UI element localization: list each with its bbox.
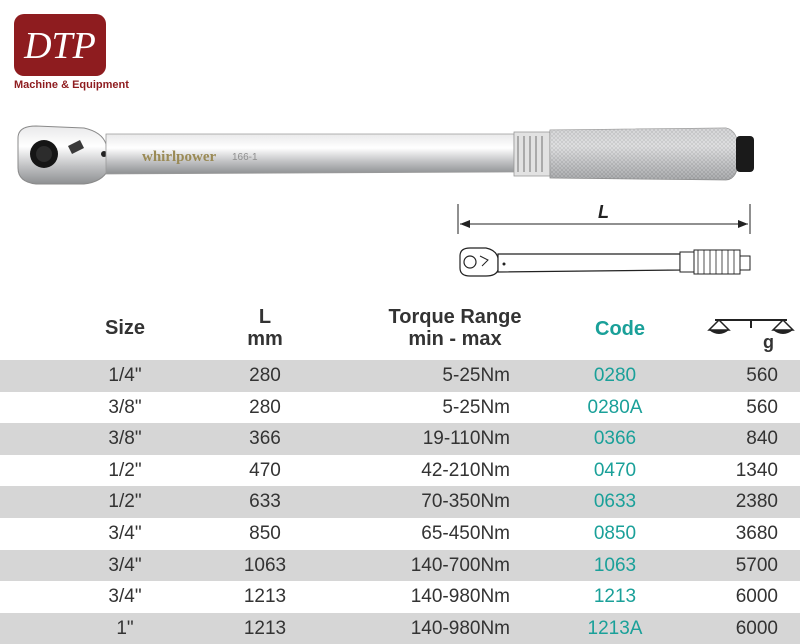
- company-logo: [14, 14, 129, 91]
- cell-length: 280: [249, 365, 281, 386]
- cell-torque-range: 5-25Nm: [442, 365, 510, 386]
- header-length-symbol: L: [258, 306, 272, 328]
- table-row: [0, 360, 800, 392]
- cell-weight: 2380: [735, 491, 778, 513]
- cell-torque-range: 65-450Nm: [421, 522, 510, 544]
- cell-size: 3/4": [108, 554, 142, 576]
- table-row: [0, 613, 800, 644]
- header-length-unit: mm: [247, 328, 283, 350]
- cell-length: 366: [249, 428, 281, 450]
- cell-weight: 6000: [735, 617, 778, 639]
- cell-code: 0470: [593, 459, 637, 481]
- cell-size: 3/4": [108, 586, 142, 608]
- cell-length: 633: [249, 491, 281, 513]
- cell-length: 1213: [243, 586, 287, 608]
- cell-code: 0280A: [587, 396, 643, 418]
- cell-size: 1/2": [108, 491, 142, 513]
- cell-length: 850: [249, 522, 281, 544]
- dimension-label-l: L: [598, 202, 609, 222]
- cell-size: 3/4": [108, 522, 142, 544]
- cell-torque-range: 19-110Nm: [422, 428, 510, 450]
- table-row: [0, 518, 800, 550]
- header-size: Size: [104, 317, 146, 339]
- torque-wrench-photo: [14, 118, 764, 196]
- cell-code: 1063: [593, 554, 637, 576]
- cell-weight: 3680: [735, 522, 778, 544]
- cell-torque-range: 42-210Nm: [421, 459, 510, 481]
- cell-weight: 1340: [735, 459, 778, 481]
- logo-emblem: [14, 14, 106, 76]
- header-torque-range: [360, 306, 550, 350]
- table-row: [0, 392, 800, 424]
- cell-torque-range: 140-980Nm: [410, 617, 510, 639]
- cell-code: 0850: [593, 522, 637, 544]
- table-row: [0, 550, 800, 582]
- table-row: [0, 423, 800, 455]
- cell-weight: 560: [746, 396, 778, 418]
- table-row: [0, 486, 800, 518]
- table-header: [0, 300, 800, 360]
- cell-torque-range: 5-25Nm: [442, 396, 510, 418]
- logo-letters: DTP: [24, 25, 96, 67]
- header-length: [210, 306, 320, 350]
- cell-code: 0366: [593, 428, 637, 450]
- table-row: [0, 581, 800, 613]
- cell-length: 280: [249, 396, 281, 418]
- cell-size: 1/2": [108, 459, 142, 481]
- header-code: Code: [595, 318, 645, 340]
- header-torque-title: Torque Range: [388, 306, 522, 328]
- logo-caption: Machine & Equipment: [14, 79, 129, 91]
- spec-table: [0, 360, 800, 644]
- cell-size: 3/8": [108, 428, 142, 450]
- cell-size: 3/8": [108, 396, 142, 418]
- cell-length: 1063: [243, 554, 287, 576]
- cell-length: 470: [249, 459, 281, 481]
- model-engraving: 166-1: [232, 152, 258, 163]
- weight-unit: g: [763, 332, 774, 352]
- cell-weight: 6000: [735, 586, 778, 608]
- brand-engraving: whirlpower: [142, 149, 217, 165]
- cell-size: 1/4": [108, 365, 142, 386]
- cell-size: 1": [116, 617, 134, 639]
- cell-code: 0280: [593, 365, 637, 386]
- cell-code: 0633: [593, 491, 637, 513]
- scale-icon: [705, 302, 795, 356]
- cell-code: 1213: [593, 586, 637, 608]
- cell-code: 1213A: [587, 617, 643, 639]
- cell-weight: 840: [746, 428, 778, 450]
- header-torque-minmax: min - max: [408, 328, 502, 350]
- table-row: [0, 455, 800, 487]
- header-weight: [700, 302, 800, 361]
- cell-torque-range: 140-980Nm: [410, 586, 510, 608]
- cell-torque-range: 70-350Nm: [421, 491, 510, 513]
- cell-weight: 560: [746, 365, 778, 386]
- cell-length: 1213: [243, 617, 287, 639]
- cell-weight: 5700: [735, 554, 778, 576]
- cell-torque-range: 140-700Nm: [410, 554, 510, 576]
